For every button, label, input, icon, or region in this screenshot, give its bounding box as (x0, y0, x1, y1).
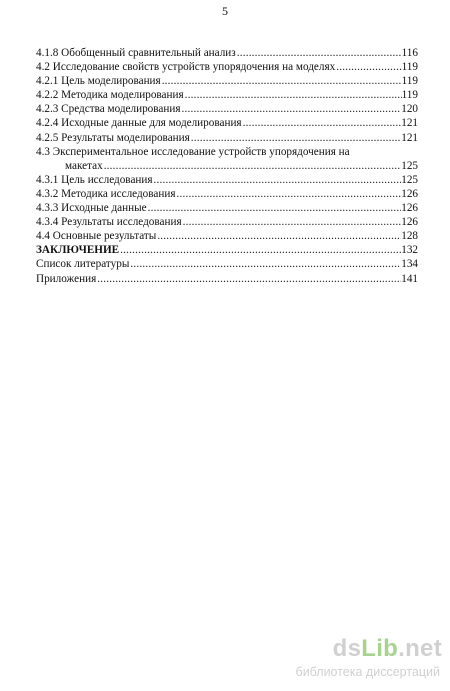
toc-leader-dots (97, 272, 401, 286)
toc-entry-page: 128 (401, 230, 418, 243)
toc-leader-dots (243, 116, 402, 130)
toc-entry-4-3-line1[interactable] (36, 145, 418, 159)
toc-entry-page: 121 (401, 117, 418, 130)
toc-entry-title: 4.2.2 Методика моделирования (36, 89, 184, 102)
toc-leader-dots (130, 257, 401, 271)
toc-entry-title: 4.2.5 Результаты моделирования (36, 131, 190, 144)
toc-entry-title: Приложения (36, 272, 97, 285)
toc-entry-4-2-2[interactable] (36, 88, 418, 102)
toc-entry-4-1-8[interactable] (36, 46, 418, 60)
toc-entry-title: 4.2 Исследование свойств устройств упорядочения на моделях (36, 61, 336, 74)
toc-leader-dots (104, 159, 402, 173)
toc-entry-page: 119 (401, 89, 418, 102)
toc-leader-dots (154, 173, 402, 187)
toc-entry-4-3-1[interactable] (36, 173, 418, 187)
toc-entry-page: 120 (401, 103, 418, 116)
toc-entry-page: 126 (401, 202, 418, 215)
toc-leader-dots (181, 102, 401, 116)
toc-entry-title: 4.3.4 Результаты исследования (36, 216, 182, 229)
toc-entry-title: ЗАКЛЮЧЕНИЕ (36, 244, 120, 257)
toc-entry-title: 4.2.4 Исходные данные для моделирования (36, 117, 242, 130)
toc-entry-page: 126 (401, 216, 418, 229)
toc-leader-dots (237, 46, 402, 60)
toc-entry-4-2-5[interactable] (36, 131, 418, 145)
toc-leader-dots (148, 201, 402, 215)
logo-net-text: .net (398, 635, 442, 662)
toc-leader-dots (157, 229, 401, 243)
toc-leader-dots (162, 74, 402, 88)
toc-entry-title: 4.2.1 Цель моделирования (36, 75, 161, 88)
logo-lib-text: Lib (361, 635, 399, 662)
toc-leader-dots (183, 215, 402, 229)
toc-entry-4-3-4[interactable] (36, 215, 418, 229)
page-number: 5 (222, 4, 228, 18)
toc-leader-dots (191, 131, 401, 145)
toc-entry-page: 141 (401, 272, 418, 285)
toc-entry-appendices[interactable] (36, 272, 418, 286)
toc-entry-conclusion[interactable] (36, 243, 418, 257)
toc-entry-page: 116 (401, 47, 418, 59)
logo-ds-text: ds (332, 635, 362, 662)
toc-entry-4-2-3[interactable] (36, 102, 418, 116)
toc-entry-4-4[interactable] (36, 229, 418, 243)
toc-entry-page: 126 (401, 187, 418, 200)
toc-leader-dots (336, 60, 401, 74)
toc-leader-dots (120, 243, 401, 257)
dslib-watermark (270, 636, 442, 684)
toc-entry-title: 4.3.1 Цель исследования (36, 173, 153, 186)
toc-entry-page: 125 (401, 159, 418, 172)
toc-entry-4-3-2[interactable] (36, 187, 418, 201)
toc-entry-4-2-1[interactable] (36, 74, 418, 88)
toc-entry-page: 121 (401, 131, 418, 144)
toc-entry-page: 134 (401, 258, 418, 271)
toc-entry-page: 132 (401, 244, 418, 257)
toc-entry-title: 4.3.2 Методика исследования (36, 187, 176, 200)
toc-leader-dots (176, 187, 401, 201)
toc-entry-page: 125 (401, 173, 418, 186)
table-of-contents (36, 46, 418, 286)
toc-entry-4-2-4[interactable] (36, 116, 418, 130)
toc-entry-4-2[interactable] (36, 60, 418, 74)
toc-entry-title: 4.3.3 Исходные данные (36, 202, 147, 215)
toc-entry-title: 4.3 Экспериментальное исследование устройств упорядочения на (36, 145, 350, 158)
toc-entry-title: Список литературы (36, 258, 130, 271)
toc-entry-title: 4.4 Основные результаты (36, 230, 157, 243)
toc-entry-4-3-line2[interactable] (36, 159, 418, 173)
toc-entry-references[interactable] (36, 257, 418, 271)
toc-leader-dots (185, 88, 402, 102)
dslib-logo (333, 636, 442, 662)
toc-entry-page: 119 (401, 61, 418, 74)
toc-entry-page: 119 (401, 75, 418, 88)
toc-entry-title: макетах (65, 159, 103, 172)
toc-entry-title: 4.1.8 Обобщенный сравнительный анализ (36, 47, 236, 59)
toc-entry-4-3-3[interactable] (36, 201, 418, 215)
toc-entry-title: 4.2.3 Средства моделирования (36, 103, 181, 116)
watermark-subtitle: библиотека диссертаций (295, 665, 440, 679)
